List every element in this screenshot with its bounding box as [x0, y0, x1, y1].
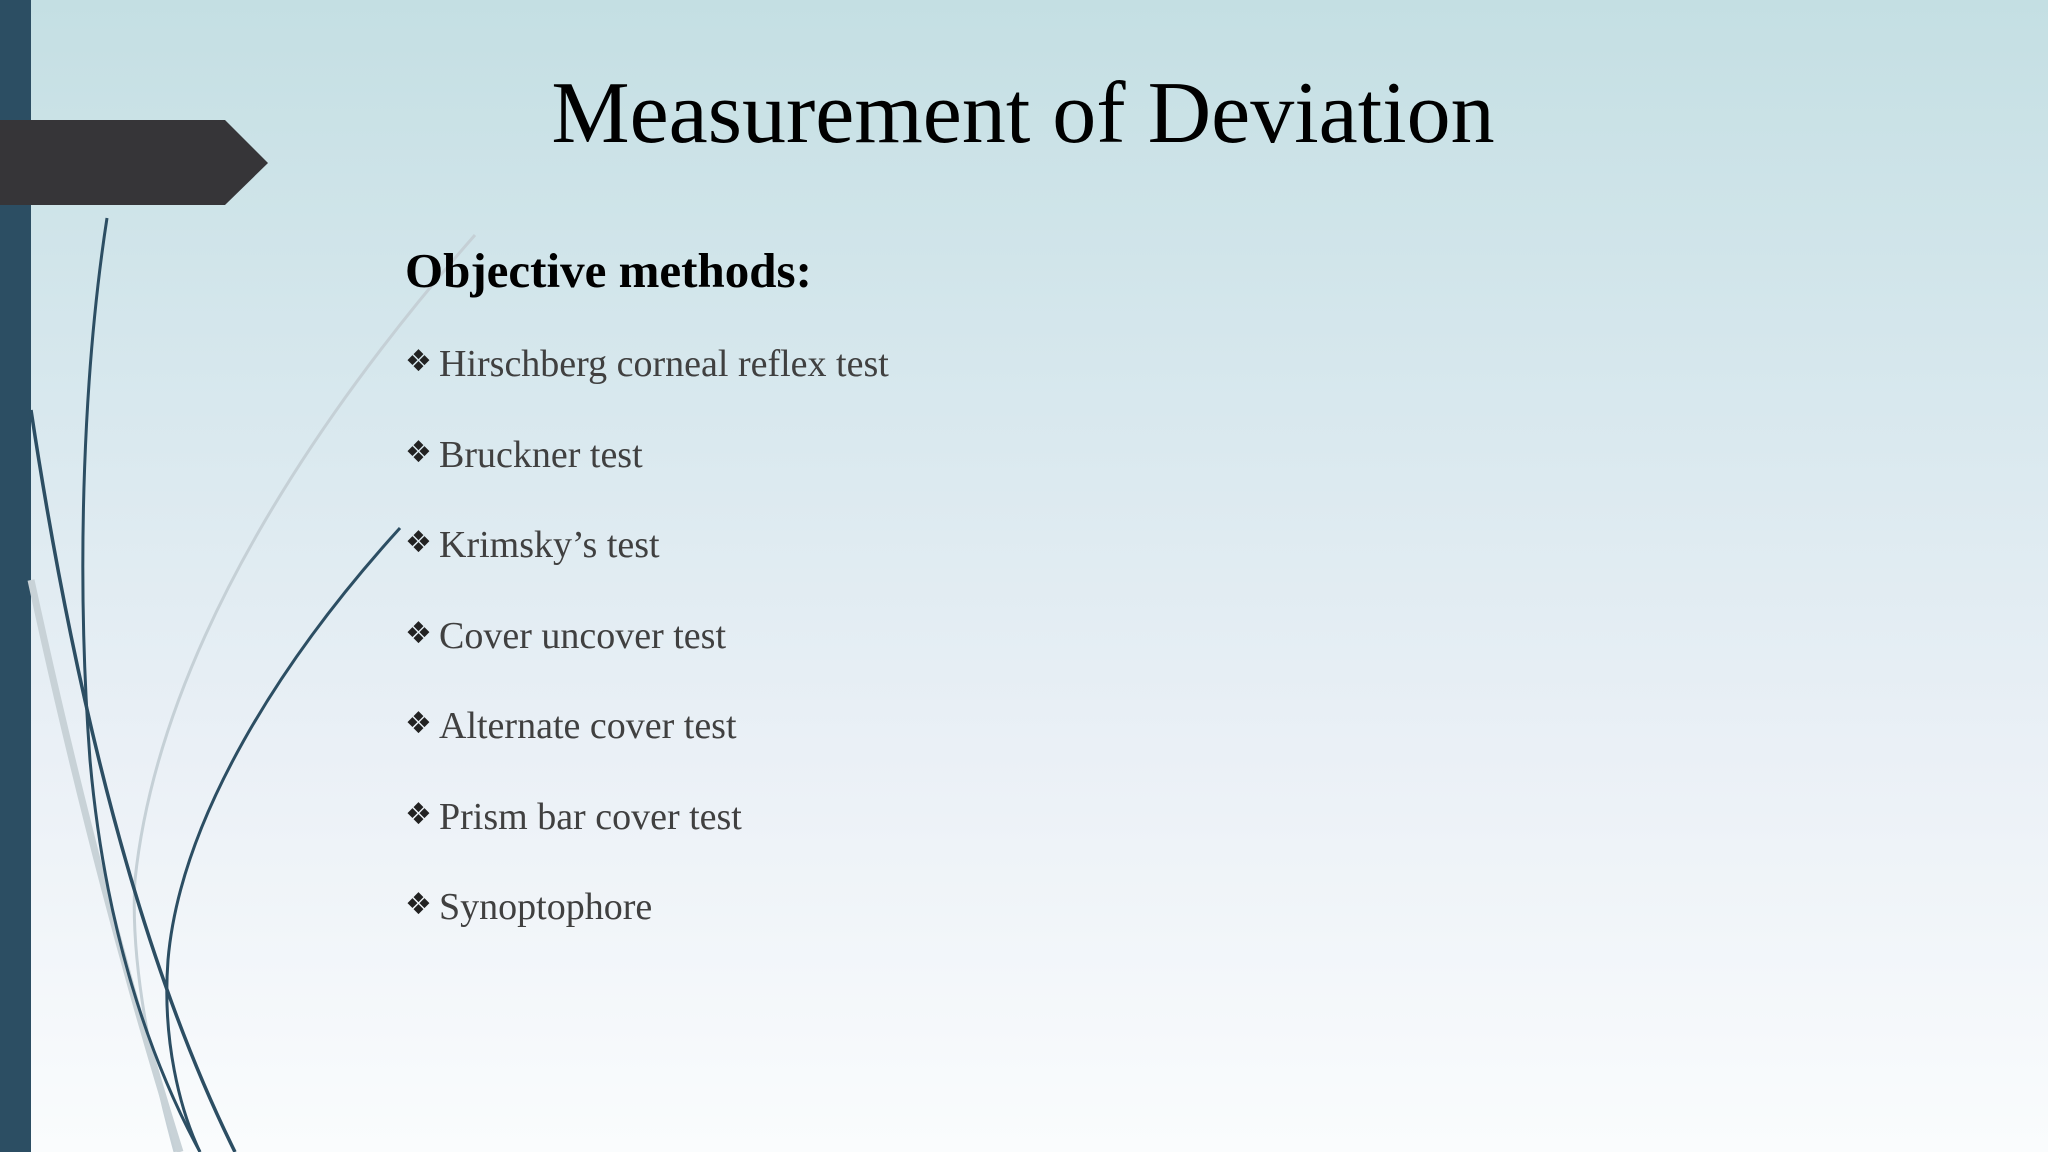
diamond-bullet-icon: ❖	[405, 887, 432, 922]
list-item	[405, 342, 889, 433]
dark-curve	[167, 528, 400, 1152]
method-text: Bruckner test	[439, 433, 643, 476]
slide-title: Measurement of Deviation	[551, 65, 1495, 162]
list-item	[405, 885, 889, 976]
list-item	[405, 433, 889, 524]
list-item	[405, 795, 889, 886]
method-text: Alternate cover test	[439, 705, 737, 747]
methods-list	[405, 342, 889, 976]
method-text: Synoptophore	[439, 886, 653, 928]
diamond-bullet-icon: ❖	[405, 706, 432, 741]
list-item	[405, 523, 889, 614]
diamond-bullet-icon: ❖	[405, 434, 432, 470]
light-curve	[31, 580, 180, 1152]
diamond-bullet-icon: ❖	[405, 525, 432, 560]
dark-curve	[31, 410, 235, 1152]
diamond-bullet-icon: ❖	[405, 344, 432, 379]
method-text: Krimsky’s test	[439, 524, 660, 566]
dark-curve	[83, 218, 200, 1152]
diamond-bullet-icon: ❖	[405, 796, 432, 832]
method-text: Hirschberg corneal reflex test	[439, 343, 889, 385]
diamond-bullet-icon: ❖	[405, 615, 432, 651]
method-text: Prism bar cover test	[439, 795, 742, 838]
section-heading: Objective methods:	[405, 243, 812, 298]
method-text: Cover uncover test	[439, 614, 727, 657]
list-item	[405, 614, 889, 705]
list-item	[405, 704, 889, 795]
